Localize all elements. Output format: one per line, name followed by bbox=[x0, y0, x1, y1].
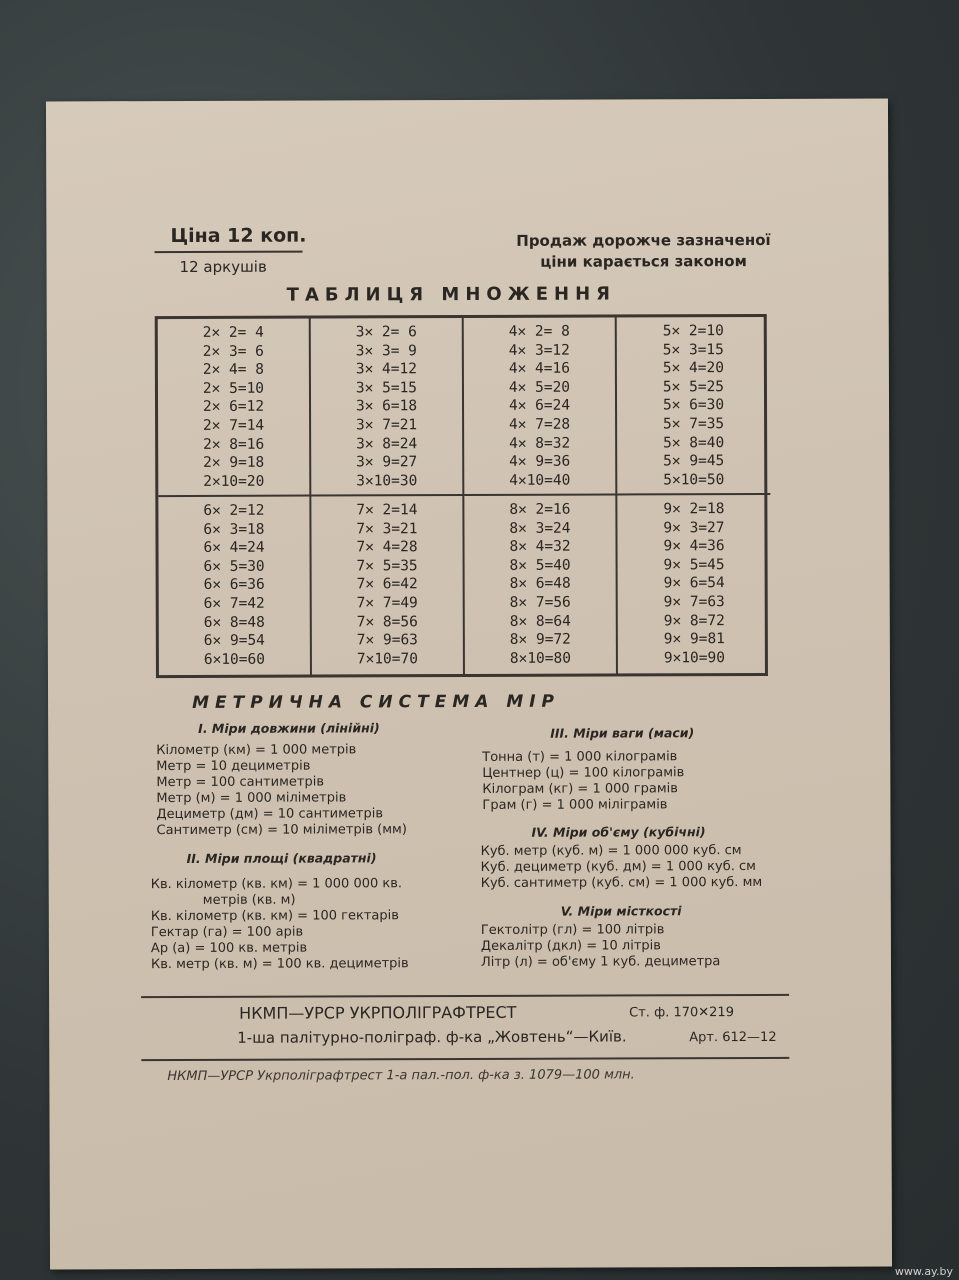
multiplication-line: 5✕10=50 bbox=[663, 471, 725, 489]
multiplication-line: 5✕ 8=40 bbox=[663, 434, 725, 451]
metric-line: Декалітр (дкл) = 10 літрів bbox=[480, 938, 661, 954]
multiplication-line: 9✕ 6=54 bbox=[663, 575, 725, 592]
multiplication-line: 6✕ 9=54 bbox=[203, 632, 265, 650]
price-label: Ціна 12 коп. bbox=[170, 224, 307, 248]
multiplication-block bbox=[158, 497, 312, 676]
metric-line: Куб. метр (куб. м) = 1 000 000 куб. см bbox=[480, 843, 742, 859]
multiplication-line: 2✕ 5=10 bbox=[202, 380, 265, 397]
multiplication-line: 3✕ 7=21 bbox=[356, 417, 418, 434]
multiplication-line: 2✕ 2= 4 bbox=[202, 324, 264, 341]
multiplication-line: 7✕ 7=49 bbox=[356, 595, 418, 612]
multiplication-line: 5✕ 9=45 bbox=[663, 453, 725, 470]
metric-line: метрів (кв. м) bbox=[202, 892, 296, 908]
footer-rule-top bbox=[141, 994, 789, 998]
metric-line: Центнер (ц) = 100 кілограмів bbox=[482, 765, 685, 781]
multiplication-line: 3✕ 5=15 bbox=[355, 379, 418, 397]
multiplication-line: 3✕10=30 bbox=[356, 472, 418, 490]
multiplication-block bbox=[617, 495, 771, 674]
multiplication-line: 8✕ 8=64 bbox=[509, 613, 571, 630]
publisher-name: НКМП—УРСР УКРПОЛІГРАФТРЕСТ bbox=[239, 1002, 517, 1023]
metric-line: Сантиметр (см) = 10 міліметрів (мм) bbox=[156, 822, 407, 839]
section-length-list bbox=[156, 742, 407, 839]
imprint-line: НКМП—УРСР Укрполіграфтрест 1-а пал.-пол. ф-ка з. 1079—100 млн. bbox=[167, 1067, 635, 1085]
multiplication-block bbox=[158, 319, 312, 498]
multiplication-line: 2✕ 7=14 bbox=[203, 417, 265, 434]
multiplication-block bbox=[464, 495, 618, 674]
multiplication-line: 7✕ 3=21 bbox=[356, 520, 418, 537]
section-area-title: II. Міри площі (квадратні) bbox=[186, 850, 377, 866]
multiplication-line: 4✕ 4=16 bbox=[508, 360, 570, 378]
multiplication-line: 2✕10=20 bbox=[203, 473, 265, 490]
section-capacity-title: V. Міри місткості bbox=[560, 903, 682, 919]
factory-name: 1-ша палітурно-поліграф. ф-ка „Жовтень“—Київ. bbox=[237, 1027, 627, 1047]
multiplication-line: 4✕ 9=36 bbox=[509, 453, 571, 471]
metric-system-title: МЕТРИЧНА СИСТЕМА МІР bbox=[192, 691, 561, 713]
multiplication-line: 9✕10=90 bbox=[663, 649, 725, 667]
multiplication-line: 9✕ 2=18 bbox=[663, 501, 725, 518]
multiplication-table bbox=[155, 314, 768, 678]
multiplication-line: 9✕ 3=27 bbox=[663, 519, 725, 536]
site-watermark: www.ay.by bbox=[894, 1265, 953, 1278]
multiplication-line: 3✕ 4=12 bbox=[355, 361, 417, 378]
multiplication-line: 9✕ 7=63 bbox=[663, 594, 725, 611]
multiplication-line: 8✕ 7=56 bbox=[509, 594, 571, 611]
format-label: Ст. ф. 170✕219 bbox=[629, 1005, 734, 1021]
multiplication-line: 7✕10=70 bbox=[356, 650, 418, 668]
section-area-list bbox=[151, 876, 409, 973]
multiplication-line: 3✕ 9=27 bbox=[356, 454, 418, 471]
multiplication-line: 5✕ 2=10 bbox=[662, 323, 724, 340]
price-notice bbox=[498, 230, 788, 273]
multiplication-block bbox=[311, 496, 465, 675]
multiplication-line: 5✕ 5=25 bbox=[662, 378, 725, 396]
multiplication-line: 3✕ 8=24 bbox=[356, 435, 418, 452]
multiplication-line: 7✕ 2=14 bbox=[356, 502, 418, 519]
notebook-back-cover bbox=[46, 99, 892, 1270]
metric-line: Метр = 10 дециметрів bbox=[156, 758, 311, 775]
multiplication-line: 2✕ 4= 8 bbox=[202, 361, 264, 379]
multiplication-block bbox=[311, 318, 465, 497]
notice-line-1: Продаж дорожче зазначеної bbox=[516, 230, 771, 250]
multiplication-line: 7✕ 6=42 bbox=[356, 576, 418, 593]
multiplication-line: 8✕ 5=40 bbox=[509, 557, 571, 574]
multiplication-line: 8✕ 6=48 bbox=[509, 576, 571, 593]
multiplication-line: 2✕ 3= 6 bbox=[202, 343, 264, 360]
metric-line: Грам (г) = 1 000 міліграмів bbox=[482, 797, 668, 813]
metric-line: Кілограм (кг) = 1 000 грамів bbox=[482, 781, 678, 797]
multiplication-line: 7✕ 4=28 bbox=[356, 539, 418, 556]
multiplication-line: 8✕ 4=32 bbox=[509, 538, 571, 556]
price-underline bbox=[154, 251, 302, 254]
multiplication-line: 6✕ 4=24 bbox=[203, 539, 265, 557]
multiplication-line: 8✕ 3=24 bbox=[509, 520, 571, 537]
multiplication-line: 4✕ 7=28 bbox=[509, 416, 571, 433]
metric-line: Метр (м) = 1 000 міліметрів bbox=[156, 790, 347, 807]
multiplication-line: 5✕ 6=30 bbox=[662, 397, 725, 414]
metric-line: Гектар (га) = 100 арів bbox=[150, 924, 304, 941]
multiplication-line: 6✕ 2=12 bbox=[203, 502, 265, 519]
multiplication-line: 2✕ 9=18 bbox=[203, 454, 265, 472]
section-length-title: I. Міри довжини (лінійні) bbox=[198, 720, 380, 736]
multiplication-line: 4✕ 5=20 bbox=[508, 379, 571, 396]
metric-line: Дециметр (дм) = 10 сантиметрів bbox=[156, 806, 384, 823]
metric-line: Метр = 100 сантиметрів bbox=[156, 774, 325, 791]
multiplication-line: 3✕ 3= 9 bbox=[355, 342, 417, 359]
multiplication-line: 5✕ 7=35 bbox=[663, 416, 725, 433]
notice-line-2: ціни карається законом bbox=[540, 252, 747, 271]
multiplication-line: 4✕ 3=12 bbox=[508, 342, 570, 359]
metric-line: Куб. дециметр (куб. дм) = 1 000 куб. см bbox=[480, 858, 756, 875]
multiplication-line: 6✕ 3=18 bbox=[203, 521, 265, 538]
multiplication-line: 6✕ 7=42 bbox=[203, 595, 265, 612]
metric-line: Гектолітр (гл) = 100 літрів bbox=[480, 922, 665, 938]
multiplication-line: 9✕ 8=72 bbox=[663, 612, 725, 629]
section-volume-list bbox=[481, 843, 763, 892]
section-capacity-list bbox=[481, 922, 721, 971]
metric-line: Кілометр (км) = 1 000 метрів bbox=[156, 742, 357, 759]
metric-line: Літр (л) = об'єму 1 куб. дециметра bbox=[480, 954, 721, 970]
multiplication-line: 7✕ 5=35 bbox=[356, 557, 418, 575]
multiplication-line: 9✕ 4=36 bbox=[663, 538, 725, 555]
multiplication-line: 3✕ 6=18 bbox=[355, 398, 418, 415]
multiplication-line: 4✕ 2= 8 bbox=[508, 323, 570, 340]
multiplication-line: 9✕ 5=45 bbox=[663, 556, 725, 574]
multiplication-table-title: ТАБЛИЦЯ МНОЖЕННЯ bbox=[286, 283, 617, 306]
metric-line: Тонна (т) = 1 000 кілограмів bbox=[482, 749, 678, 765]
multiplication-line: 7✕ 8=56 bbox=[356, 613, 418, 630]
multiplication-line: 8✕ 9=72 bbox=[509, 631, 571, 649]
multiplication-block bbox=[617, 317, 771, 496]
multiplication-line: 5✕ 4=20 bbox=[662, 360, 724, 377]
multiplication-block bbox=[464, 317, 618, 496]
footer-rule-bottom bbox=[141, 1057, 789, 1061]
multiplication-line: 6✕10=60 bbox=[203, 651, 265, 668]
multiplication-line: 6✕ 5=30 bbox=[203, 558, 265, 575]
multiplication-line: 3✕ 2= 6 bbox=[355, 324, 417, 341]
multiplication-line: 4✕ 6=24 bbox=[508, 398, 571, 415]
metric-line: Кв. метр (кв. м) = 100 кв. дециметрів bbox=[150, 956, 409, 973]
multiplication-line: 2✕ 6=12 bbox=[202, 399, 265, 416]
section-weight-list bbox=[482, 749, 684, 814]
multiplication-line: 4✕10=40 bbox=[509, 472, 571, 489]
multiplication-line: 6✕ 6=36 bbox=[203, 577, 265, 594]
metric-line: Ар (а) = 100 кв. метрів bbox=[150, 940, 308, 957]
metric-line: Кв. кілометр (кв. км) = 100 гектарів bbox=[150, 908, 399, 925]
multiplication-line: 8✕ 2=16 bbox=[509, 501, 571, 518]
multiplication-line: 5✕ 3=15 bbox=[662, 341, 724, 358]
multiplication-line: 9✕ 9=81 bbox=[663, 631, 725, 648]
article-label: Арт. 612—12 bbox=[689, 1029, 777, 1046]
multiplication-line: 6✕ 8=48 bbox=[203, 614, 265, 631]
metric-line: Куб. сантиметр (куб. см) = 1 000 куб. мм bbox=[480, 874, 763, 891]
metric-line: Кв. кілометр (кв. км) = 1 000 000 кв. bbox=[150, 876, 403, 893]
multiplication-line: 4✕ 8=32 bbox=[509, 435, 571, 452]
section-weight-title: III. Міри ваги (маси) bbox=[550, 725, 695, 741]
section-volume-title: IV. Міри об'єму (кубічні) bbox=[531, 824, 706, 840]
sheets-count: 12 аркушів bbox=[179, 257, 267, 277]
multiplication-line: 2✕ 8=16 bbox=[203, 436, 265, 453]
multiplication-line: 8✕10=80 bbox=[509, 650, 571, 667]
multiplication-line: 7✕ 9=63 bbox=[356, 632, 418, 649]
